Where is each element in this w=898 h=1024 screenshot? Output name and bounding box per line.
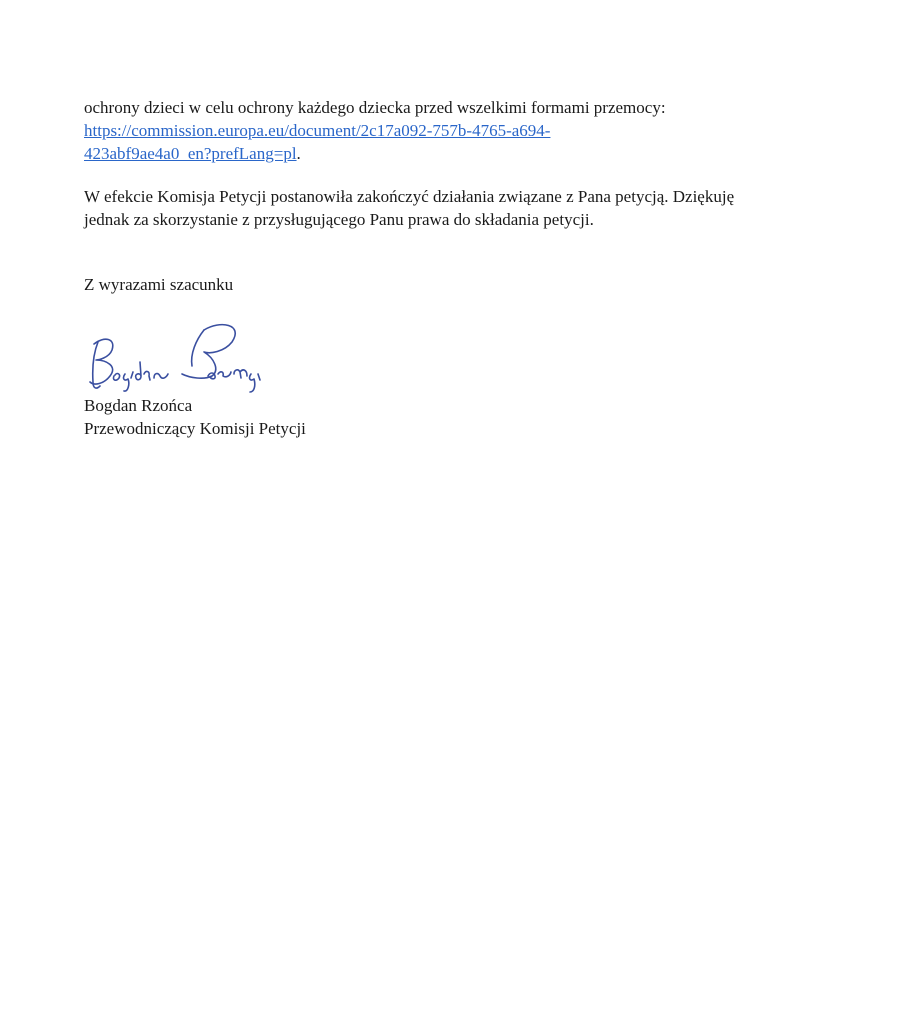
link-line-2 — [84, 142, 844, 165]
paragraph-link — [84, 96, 844, 165]
signer-block — [84, 394, 844, 440]
conclusion-line-2: jednak za skorzystanie z przysługującego Panu prawa do składania petycji. — [84, 210, 594, 229]
document-link-part-1[interactable]: https://commission.europa.eu/document/2c17a092-757b-4765-a694- — [84, 121, 551, 140]
intro-line: ochrony dzieci w celu ochrony każdego dziecka przed wszelkimi formami przemocy: — [84, 98, 666, 117]
document-link-part-2[interactable]: 423abf9ae4a0_en?prefLang=pl — [84, 144, 297, 163]
signer-name: Bogdan Rzońca — [84, 396, 193, 415]
closing-text: Z wyrazami szacunku — [84, 275, 234, 294]
link-line-1 — [84, 119, 844, 142]
closing-salutation — [84, 273, 844, 296]
paragraph-conclusion — [84, 185, 844, 231]
link-trailing-punctuation: . — [296, 144, 301, 163]
conclusion-line-1: W efekcie Komisja Petycji postanowiła zakończyć działania związane z Pana petycją. Dziękuję — [84, 187, 735, 206]
handwritten-signature — [84, 318, 284, 396]
signer-title: Przewodniczący Komisji Petycji — [84, 419, 306, 438]
